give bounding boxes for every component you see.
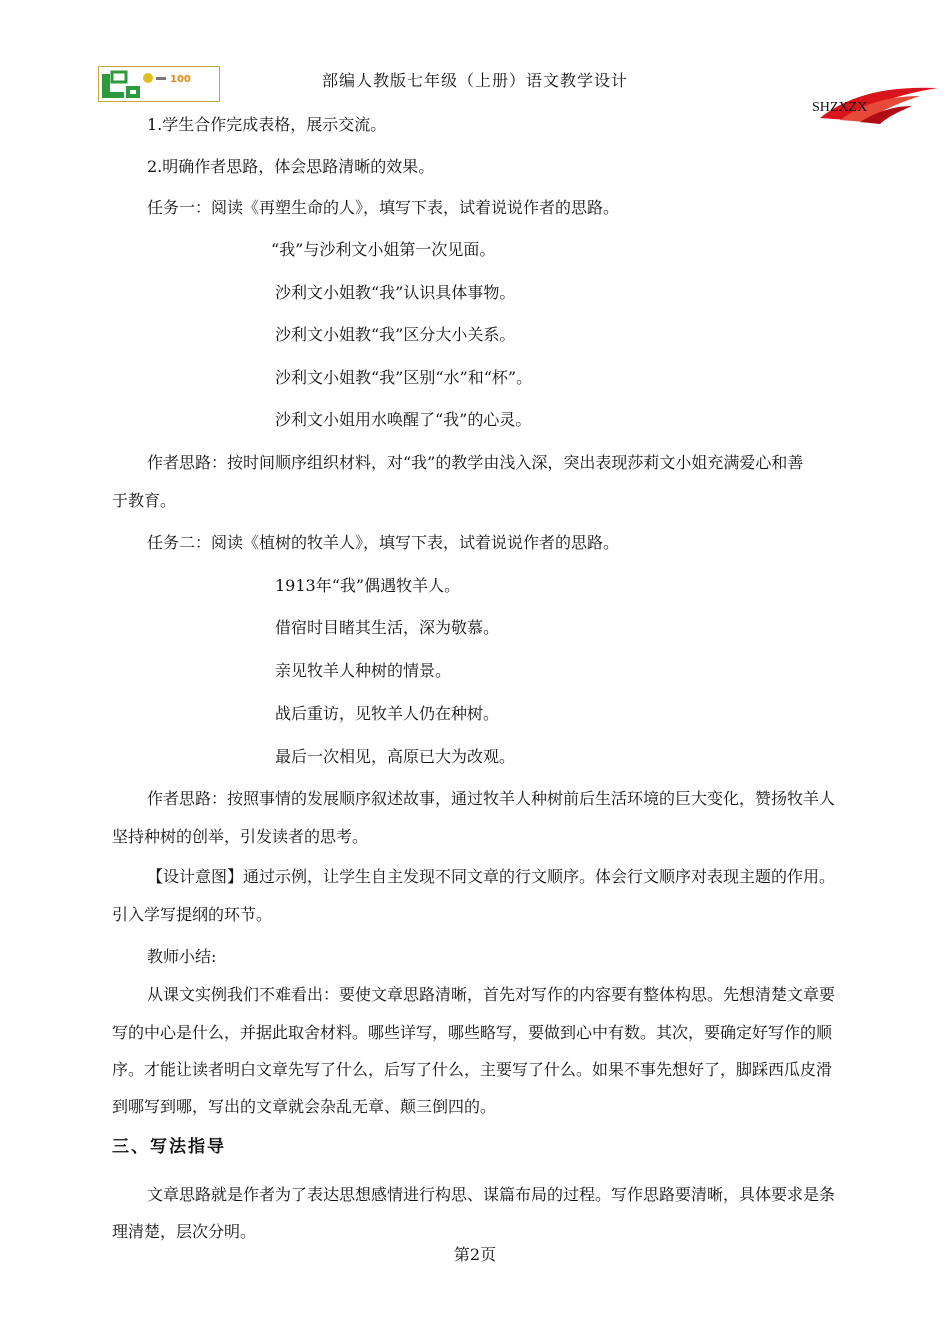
table-cell-text: 亲见牧羊人种树的情景。 (275, 661, 452, 680)
table-cell-text: 战后重访，见牧羊人仍在种树。 (275, 704, 500, 723)
svg-text:100: 100 (170, 74, 191, 85)
table-cell-text: 借宿时目睹其生活，深为敬慕。 (275, 618, 500, 637)
brand-label: SHZXZX (812, 100, 868, 115)
paragraph-line: 【设计意图】通过示例，让学生自主发现不同文章的行文顺序。体会行文顺序对表现主题的作用。 (147, 867, 836, 886)
paragraph-line: 1.学生合作完成表格，展示交流。 (147, 115, 387, 134)
table-cell-text: 1913年“我”偶遇牧羊人。 (275, 576, 461, 595)
paragraph-line: 从课文实例我们不难看出：要使文章思路清晰，首先对写作的内容要有整体构思。先想清楚文章要 (147, 985, 836, 1004)
paragraph-line: 引入学写提纲的环节。 (112, 905, 273, 924)
table-cell-text: 沙利文小姐教“我”区分大小关系。 (275, 325, 516, 344)
paragraph-line: 2.明确作者思路，体会思路清晰的效果。 (147, 157, 435, 176)
table-cell-text: 沙利文小姐教“我”认识具体事物。 (275, 283, 516, 302)
paragraph-line: 理清楚，层次分明。 (112, 1222, 257, 1241)
paragraph-line: 写的中心是什么，并据此取舍材料。哪些详写，哪些略写，要做到心中有数。其次，要确定好写作的顺 (112, 1023, 833, 1042)
paragraph-line: 作者思路：按时间顺序组织材料，对“我”的教学由浅入深，突出表现莎莉文小姐充满爱心和善 (147, 453, 804, 472)
paragraph-line: 任务二：阅读《植树的牧羊人》，填写下表，试着说说作者的思路。 (147, 533, 620, 552)
table-cell-text: 最后一次相见，高原已大为改观。 (275, 747, 516, 766)
section-heading: 三、写法指导 (112, 1137, 226, 1157)
paragraph-line: 序。才能让读者明白文章先写了什么，后写了什么，主要写了什么。如果不事先想好了，脚踩西瓜皮滑 (112, 1060, 833, 1079)
paragraph-line: 作者思路：按照事情的发展顺序叙述故事，通过牧羊人种树前后生活环境的巨大变化，赞扬牧羊人 (147, 789, 836, 808)
paragraph-line: 任务一：阅读《再塑生命的人》，填写下表，试着说说作者的思路。 (147, 198, 620, 217)
table-cell-text: 沙利文小姐教“我”区别“水”和“杯”。 (275, 368, 533, 387)
document-header-title: 部编人教版七年级（上册）语文教学设计 (321, 71, 628, 90)
paragraph-line: 教师小结: (147, 947, 217, 966)
table-cell-text: “我”与沙利文小姐第一次见面。 (271, 240, 496, 259)
paragraph-line: 坚持种树的创举，引发读者的思考。 (112, 827, 369, 846)
paragraph-line: 文章思路就是作者为了表达思想感情进行构思、谋篇布局的过程。写作思路要清晰，具体要求是条 (147, 1185, 836, 1204)
page-number: 第2页 (453, 1245, 497, 1264)
table-cell-text: 沙利文小姐用水唤醒了“我”的心灵。 (275, 410, 532, 429)
paragraph-line: 到哪写到哪，写出的文章就会杂乱无章、颠三倒四的。 (112, 1097, 497, 1116)
paragraph-line: 于教育。 (112, 491, 177, 510)
